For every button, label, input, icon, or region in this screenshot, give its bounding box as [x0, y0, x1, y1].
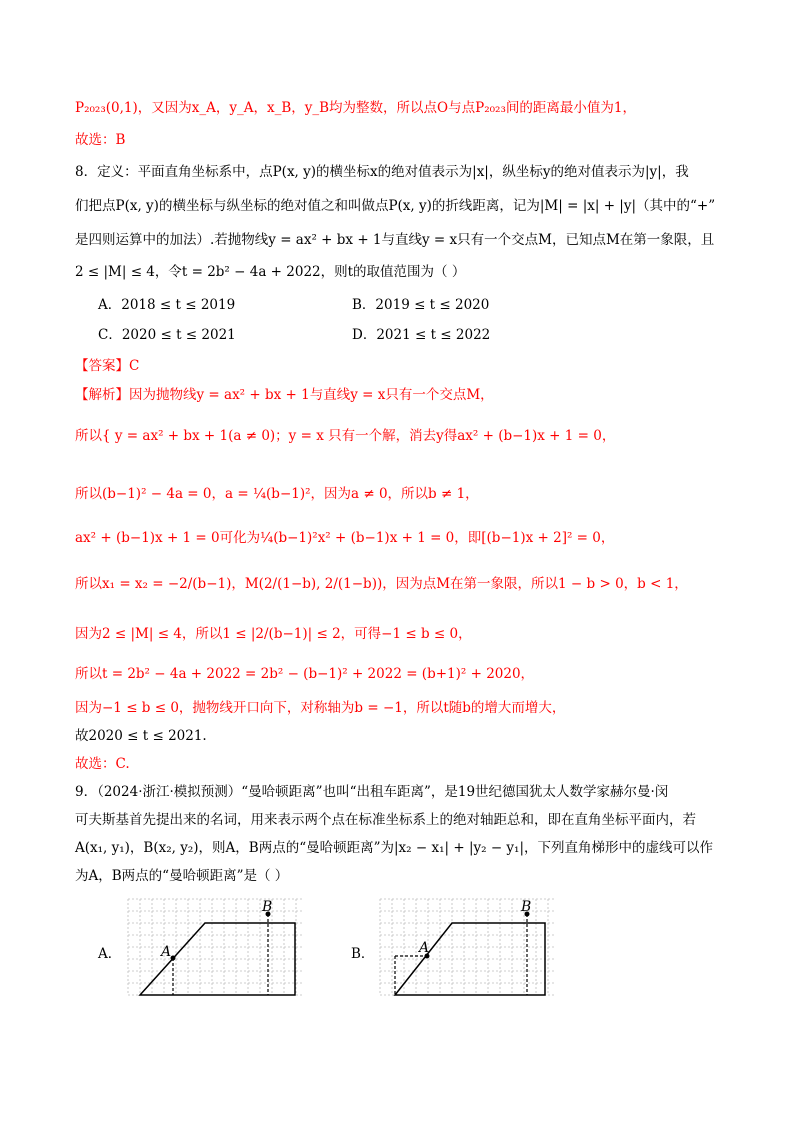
q8-option-d	[352, 325, 490, 345]
q8-analysis-line-7: 所以t = 2b² − 4a + 2022 = 2b² − (b−1)² + 2022 = (b+1)² + 2020，	[75, 666, 535, 682]
q9-stem-line-4: 为A，B两点的“曼哈顿距离”是（ ）	[75, 868, 289, 884]
q8-analysis-line-8: 因为−1 ≤ b ≤ 0，抛物线开口向下，对称轴为b = −1，所以t随b的增大而增大，	[75, 700, 566, 716]
point-a-label: A	[419, 940, 430, 956]
q8-answer: 【答案】C	[75, 358, 140, 374]
q8-option-a	[98, 295, 235, 315]
point-b-label: B	[262, 899, 273, 915]
q8-stem-line-4: 2 ≤ |M| ≤ 4，令t = 2b² − 4a + 2022，则t的取值范围为（ ）	[75, 264, 466, 280]
grid	[128, 899, 302, 995]
prev-solution-line: P₂₀₂₃(0,1)，又因为x_A，y_A，x_B，y_B均为整数，所以点O与点P₂₀₂₃间的距离最小值为1，	[75, 100, 636, 116]
q8-stem-line-1: 8．定义：平面直角坐标系中，点P(x, y)的横坐标x的绝对值表示为|x|，纵坐标y的绝对值表示为|y|，我	[75, 164, 689, 180]
q8-stem-line-2: 们把点P(x, y)的横坐标与纵坐标的绝对值之和叫做点P(x, y)的折线距离，记为|M| = |x| + |y|（其中的“+”	[75, 198, 716, 214]
point-b-label: B	[521, 899, 532, 915]
q9-stem-line-2: 可夫斯基首先提出来的名词，用来表示两个点在标准坐标系上的绝对轴距总和，即在直角坐标平面内，若	[75, 812, 696, 828]
q8-analysis-line-5: 所以x₁ = x₂ = −2/(b−1)，M(2/(1−b), 2/(1−b))，因为点M在第一象限，所以1 − b > 0，b < 1，	[75, 576, 688, 592]
q8-analysis-line-9: 故2020 ≤ t ≤ 2021.	[75, 728, 207, 744]
point-a-label: A	[161, 944, 172, 960]
q9-stem-line-1: 9．（2024·浙江·模拟预测）“曼哈顿距离”也叫“出租车距离”，是19世纪德国犹太人数学家赫尔曼·闵	[75, 784, 669, 800]
analysis-tag: 【解析】	[75, 387, 129, 403]
q8-choice: 故选：C.	[75, 756, 130, 772]
q9-option-a-label: A．	[98, 946, 122, 962]
option-label: D．	[352, 327, 377, 343]
q9-stem-line-3: A(x₁, y₁)，B(x₂, y₂)，则A，B两点的“曼哈顿距离”为|x₂ − x₁| + |y₂ − y₁|，下列直角梯形中的虚线可以作	[75, 840, 714, 856]
q9-option-b-label: B．	[351, 946, 375, 962]
q8-option-c	[98, 325, 236, 345]
q9-figure-a	[125, 896, 305, 1002]
option-text: 2018 ≤ t ≤ 2019	[121, 297, 236, 313]
q8-analysis-line-1	[75, 385, 494, 405]
q8-analysis-line-4: ax² + (b−1)x + 1 = 0可化为¼(b−1)²x² + (b−1)x + 1 = 0，即[(b−1)x + 2]² = 0，	[75, 530, 615, 546]
option-label: A．	[98, 297, 122, 313]
q8-option-b	[352, 295, 489, 315]
q8-analysis-line-6: 因为2 ≤ |M| ≤ 4，所以1 ≤ |2/(b−1)| ≤ 2，可得−1 ≤ b ≤ 0，	[75, 626, 472, 642]
point-a	[171, 956, 176, 961]
q8-analysis-line-2: 所以{ y = ax² + bx + 1(a ≠ 0)；y = x 只有一个解，消去y得ax² + (b−1)x + 1 = 0，	[75, 428, 616, 444]
prev-choice: 故选：B	[75, 132, 126, 148]
q8-stem-line-3: 是四则运算中的加法）.若抛物线y = ax² + bx + 1与直线y = x只有一个交点M，已知点M在第一象限，且	[75, 232, 715, 248]
q9-figure-b	[377, 896, 557, 1002]
option-text: 2021 ≤ t ≤ 2022	[376, 327, 491, 343]
option-label: B．	[352, 297, 376, 313]
option-text: 2019 ≤ t ≤ 2020	[375, 297, 490, 313]
option-label: C．	[98, 327, 122, 343]
q8-analysis-line-3: 所以(b−1)² − 4a = 0，a = ¼(b−1)²，因为a ≠ 0，所以b ≠ 1，	[75, 486, 479, 502]
option-text: 2020 ≤ t ≤ 2021	[121, 327, 236, 343]
analysis-text: 因为抛物线y = ax² + bx + 1与直线y = x只有一个交点M，	[129, 387, 494, 403]
